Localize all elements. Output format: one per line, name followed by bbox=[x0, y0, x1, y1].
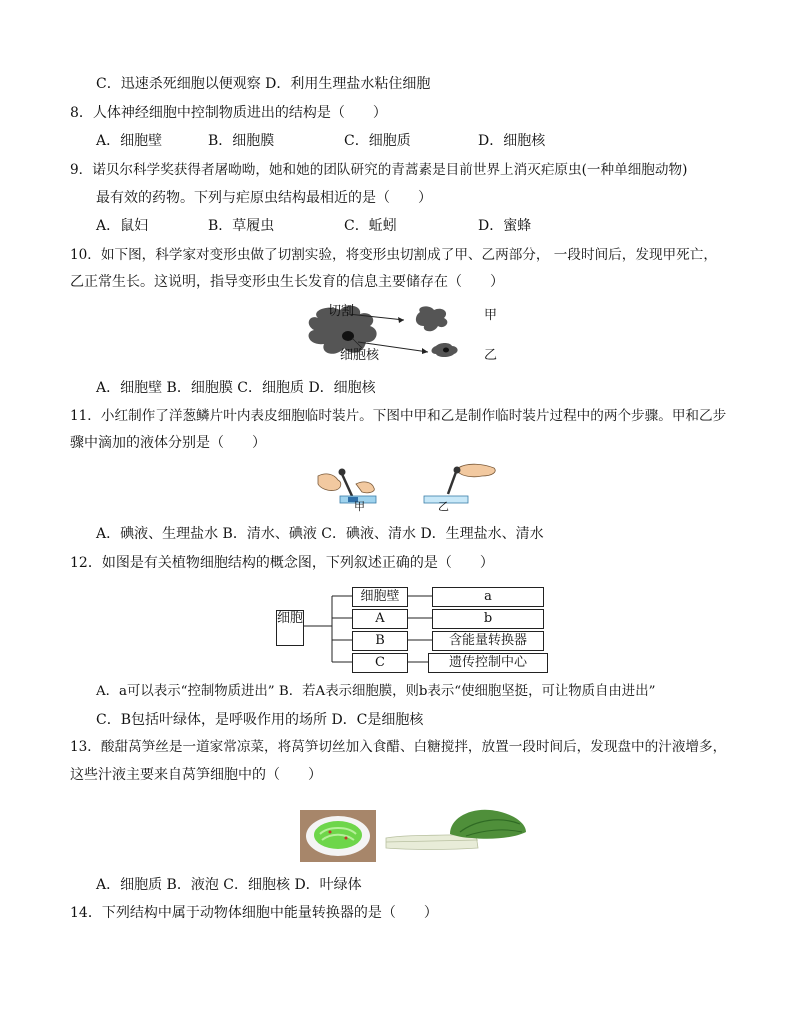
concept-left-0: 细胞壁 bbox=[352, 587, 408, 607]
label-cut: 切割 bbox=[328, 304, 355, 319]
concept-right-b: b bbox=[432, 609, 544, 629]
q11-stem-line1: 11．小红制作了洋葱鳞片叶内表皮细胞临时装片。下图中甲和乙是制作临时装片过程中的两个步骤。甲和乙步 bbox=[70, 408, 727, 424]
q11-stem-line2: 骤中滴加的液体分别是（ ） bbox=[70, 435, 266, 451]
q8-stem: 8．人体神经细胞中控制物质进出的结构是（ ） bbox=[70, 105, 387, 121]
slide-label-yi: 乙 bbox=[438, 500, 449, 513]
q9-option-a: A．鼠妇 bbox=[96, 218, 149, 234]
q8-option-a: A．细胞壁 bbox=[96, 133, 163, 149]
slide-svg bbox=[312, 462, 502, 512]
lettuce-photos bbox=[300, 804, 530, 864]
q9-stem-line2: 最有效的药物。下列与疟原虫结构最相近的是（ ） bbox=[96, 190, 432, 206]
q10-stem-line2: 乙正常生长。这说明，指导变形虫生长发育的信息主要储存在（ ） bbox=[70, 274, 504, 290]
q13-stem-line1: 13．酸甜莴笋丝是一道家常凉菜，将莴笋切丝加入食醋、白糖搅拌，放置一段时间后，发现盘中的汁液增多， bbox=[70, 739, 727, 755]
q8-option-b: B．细胞膜 bbox=[208, 133, 275, 149]
q12-options-ab: A．a可以表示“控制物质进出” B．若A表示细胞膜，则b表示“使细胞坚挺，可让物质自由进出” bbox=[96, 684, 656, 699]
q10-stem-line1: 10．如下图，科学家对变形虫做了切割实验，将变形虫切割成了甲、乙两部分， 一段时间后，发现甲死亡， bbox=[70, 247, 717, 263]
cell-concept-diagram bbox=[276, 580, 556, 676]
concept-right-a: a bbox=[432, 587, 544, 607]
q8-option-c: C．细胞质 bbox=[344, 133, 411, 149]
q14-stem: 14．下列结构中属于动物体细胞中能量转换器的是（ ） bbox=[70, 905, 438, 921]
slide-label-jia: 甲 bbox=[354, 500, 365, 513]
q13-stem-line2: 这些汁液主要来自莴笋细胞中的（ ） bbox=[70, 767, 322, 783]
q11-options: A．碘液、生理盐水 B．清水、碘液 C．碘液、清水 D．生理盐水、清水 bbox=[96, 526, 544, 542]
q9-option-b: B．草履虫 bbox=[208, 218, 275, 234]
label-yi: 乙 bbox=[484, 348, 498, 363]
q12-stem: 12．如图是有关植物细胞结构的概念图，下列叙述正确的是（ ） bbox=[70, 555, 494, 571]
q9-stem-line1: 9．诺贝尔科学奖获得者屠呦呦，她和她的团队研究的青蒿素是目前世界上消灭疟原虫(一种单细胞动物) bbox=[70, 162, 688, 178]
label-jia: 甲 bbox=[484, 308, 498, 323]
q13-options: A．细胞质 B．液泡 C．细胞核 D．叶绿体 bbox=[96, 877, 362, 893]
q10-options: A．细胞壁 B．细胞膜 C．细胞质 D．细胞核 bbox=[96, 380, 376, 396]
concept-left-c: C bbox=[352, 653, 408, 673]
q9-option-d: D．蜜蜂 bbox=[478, 218, 532, 234]
q12-options-cd: C．B包括叶绿体，是呼吸作用的场所 D．C是细胞核 bbox=[96, 712, 424, 728]
concept-right-genetic: 遗传控制中心 bbox=[428, 653, 548, 673]
concept-left-a: A bbox=[352, 609, 408, 629]
amoeba-cutting-figure bbox=[300, 300, 500, 362]
concept-left-b: B bbox=[352, 631, 408, 651]
lettuce-svg bbox=[300, 804, 530, 864]
slide-preparation-figure bbox=[312, 462, 502, 512]
q7-options-cd: C．迅速杀死细胞以便观察 D．利用生理盐水粘住细胞 bbox=[96, 76, 431, 92]
concept-root-cell: 细胞 bbox=[276, 610, 304, 646]
concept-right-energy: 含能量转换器 bbox=[432, 631, 544, 651]
label-nucleus: 细胞核 bbox=[340, 348, 380, 363]
q9-option-c: C．蚯蚓 bbox=[344, 218, 397, 234]
q8-option-d: D．细胞核 bbox=[478, 133, 546, 149]
